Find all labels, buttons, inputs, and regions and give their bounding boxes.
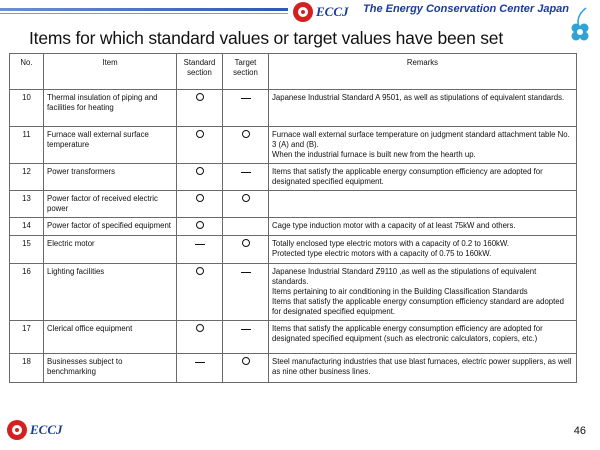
remark-line: Japanese Industrial Standard A 9501, as well as stipulations of equivalent standards. bbox=[272, 93, 565, 102]
standard-section-cell bbox=[177, 218, 223, 236]
table-row bbox=[10, 164, 577, 191]
circle-mark-icon bbox=[196, 93, 204, 101]
footer-logo bbox=[7, 420, 63, 440]
standard-section-cell bbox=[177, 90, 223, 127]
remark-line: Totally enclosed type electric motors with a capacity of 0.2 to 160kW. bbox=[272, 239, 510, 248]
standard-section-cell bbox=[177, 127, 223, 164]
standard-section-cell bbox=[177, 354, 223, 383]
dash-mark-icon bbox=[241, 98, 251, 99]
org-name: The Energy Conservation Center Japan bbox=[363, 3, 569, 15]
row-item: Businesses subject to benchmarking bbox=[44, 354, 177, 383]
table-row bbox=[10, 236, 577, 264]
dash-mark-icon bbox=[195, 244, 205, 245]
eccj-logo-text: ECCJ bbox=[316, 4, 349, 19]
row-remarks bbox=[269, 354, 577, 383]
circle-mark-icon bbox=[242, 130, 250, 138]
eccj-logo bbox=[293, 2, 349, 22]
standard-section-cell bbox=[177, 321, 223, 354]
column-header: Item bbox=[44, 54, 177, 90]
table-row bbox=[10, 218, 577, 236]
circle-mark-icon bbox=[196, 267, 204, 275]
row-remarks bbox=[269, 127, 577, 164]
row-remarks bbox=[269, 236, 577, 264]
row-item: Power factor of received electric power bbox=[44, 191, 177, 218]
eccj-logo-icon bbox=[293, 2, 313, 22]
row-number: 16 bbox=[10, 264, 44, 321]
remark-line: Furnace wall external surface temperature on judgment standard attachment table No. 3 (A) and (B). bbox=[272, 130, 570, 149]
row-item: Clerical office equipment bbox=[44, 321, 177, 354]
page-number: 46 bbox=[573, 425, 586, 437]
standard-section-cell bbox=[177, 264, 223, 321]
circle-mark-icon bbox=[196, 324, 204, 332]
row-number: 12 bbox=[10, 164, 44, 191]
remark-line: Japanese Industrial Standard Z9110 ,as well as the stipulations of equivalent standards. bbox=[272, 267, 537, 286]
row-number: 15 bbox=[10, 236, 44, 264]
row-item: Lighting facilities bbox=[44, 264, 177, 321]
table-row bbox=[10, 264, 577, 321]
target-section-cell bbox=[223, 191, 269, 218]
target-section-cell bbox=[223, 264, 269, 321]
dash-mark-icon bbox=[195, 362, 205, 363]
row-remarks bbox=[269, 191, 577, 218]
remark-line: Cage type induction motor with a capacity of at least 75kW and others. bbox=[272, 221, 516, 230]
remark-line: Items pertaining to air conditioning in the Building Classification Standards bbox=[272, 287, 528, 296]
column-header: Standard section bbox=[177, 54, 223, 90]
row-item: Thermal insulation of piping and facilities for heating bbox=[44, 90, 177, 127]
row-number: 17 bbox=[10, 321, 44, 354]
row-item: Power factor of specified equipment bbox=[44, 218, 177, 236]
table-row bbox=[10, 90, 577, 127]
eccj-logo-icon bbox=[7, 420, 27, 440]
table-row bbox=[10, 354, 577, 383]
table-header-row bbox=[10, 54, 577, 90]
circle-mark-icon bbox=[196, 194, 204, 202]
row-number: 13 bbox=[10, 191, 44, 218]
table-row bbox=[10, 127, 577, 164]
target-section-cell bbox=[223, 164, 269, 191]
standard-section-cell bbox=[177, 191, 223, 218]
row-remarks bbox=[269, 321, 577, 354]
remark-line: Items that satisfy the applicable energy consumption efficiency are adopted for designated specified equipment. bbox=[272, 167, 543, 186]
row-number: 10 bbox=[10, 90, 44, 127]
circle-mark-icon bbox=[242, 357, 250, 365]
remark-line: Steel manufacturing industries that use blast furnaces, electric power suppliers, as well as nine other business lines. bbox=[272, 357, 572, 376]
row-number: 18 bbox=[10, 354, 44, 383]
row-item: Electric motor bbox=[44, 236, 177, 264]
target-section-cell bbox=[223, 127, 269, 164]
circle-mark-icon bbox=[196, 130, 204, 138]
target-section-cell bbox=[223, 218, 269, 236]
row-number: 14 bbox=[10, 218, 44, 236]
row-number: 11 bbox=[10, 127, 44, 164]
header-rule-thin bbox=[0, 13, 288, 14]
dash-mark-icon bbox=[241, 272, 251, 273]
column-header: Remarks bbox=[269, 54, 577, 90]
remark-line: Items that satisfy the applicable energy consumption efficiency standard are adopted for designated specified equipment. bbox=[272, 297, 564, 316]
remark-line: Items that satisfy the applicable energy consumption efficiency are adopted for designated specified equipment (such as electronic calculators, copiers, etc.) bbox=[272, 324, 543, 343]
row-item: Power transformers bbox=[44, 164, 177, 191]
circle-mark-icon bbox=[242, 239, 250, 247]
row-item: Furnace wall external surface temperature bbox=[44, 127, 177, 164]
row-remarks bbox=[269, 218, 577, 236]
column-header: No. bbox=[10, 54, 44, 90]
standard-section-cell bbox=[177, 236, 223, 264]
page-title: Items for which standard values or target values have been set bbox=[29, 28, 503, 48]
row-remarks bbox=[269, 90, 577, 127]
row-remarks bbox=[269, 164, 577, 191]
standards-table bbox=[9, 53, 577, 383]
table-row bbox=[10, 191, 577, 218]
circle-mark-icon bbox=[196, 167, 204, 175]
table-row bbox=[10, 321, 577, 354]
clover-icon bbox=[566, 6, 596, 46]
standard-section-cell bbox=[177, 164, 223, 191]
header-rule bbox=[0, 8, 288, 11]
target-section-cell bbox=[223, 236, 269, 264]
circle-mark-icon bbox=[242, 194, 250, 202]
dash-mark-icon bbox=[241, 172, 251, 173]
target-section-cell bbox=[223, 90, 269, 127]
circle-mark-icon bbox=[196, 221, 204, 229]
column-header: Target section bbox=[223, 54, 269, 90]
remark-line: Protected type electric motors with a capacity of 0.75 to 160kW. bbox=[272, 249, 492, 258]
target-section-cell bbox=[223, 354, 269, 383]
dash-mark-icon bbox=[241, 329, 251, 330]
footer-logo-text: ECCJ bbox=[30, 422, 63, 437]
remark-line: When the industrial furnace is built new from the hearth up. bbox=[272, 150, 476, 159]
target-section-cell bbox=[223, 321, 269, 354]
row-remarks bbox=[269, 264, 577, 321]
